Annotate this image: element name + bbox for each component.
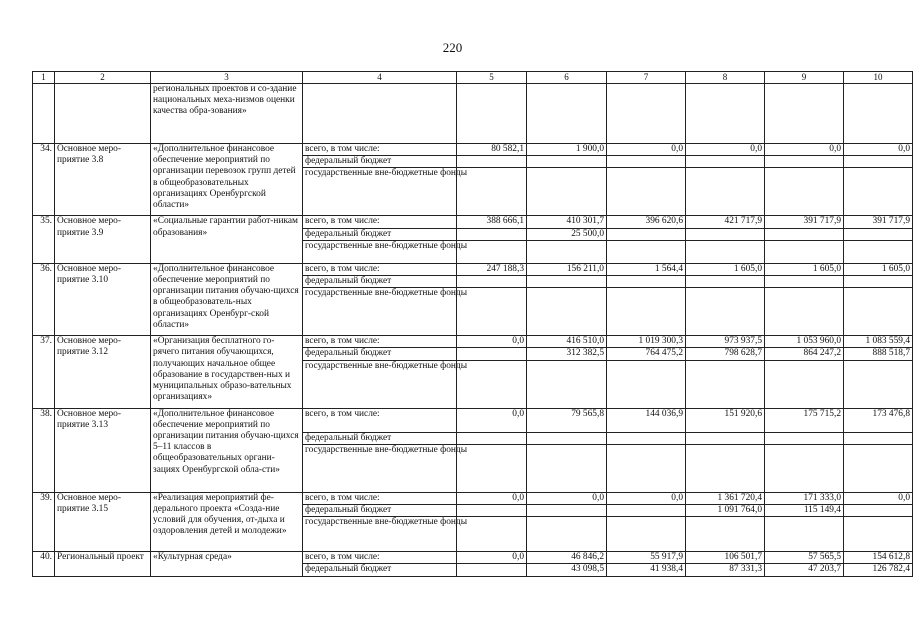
funding-source: федеральный бюджет [303,228,457,240]
funding-source: всего, в том числе: [303,216,457,228]
amount-cell [844,240,913,263]
activity-description: «Социальные гарантии работ-никам образования» [151,216,303,263]
activity-name: Основное меро-приятие 3.12 [55,336,151,408]
amount-cell [527,505,607,517]
amount-cell [765,517,844,552]
funding-source: государственные вне-бюджетные фонды [303,517,457,552]
amount-cell [457,444,527,492]
amount-cell [844,432,913,444]
page-number: 220 [442,40,463,55]
activity-description: региональных проектов и со-здание национальных меха-низмов оценки качества обра-зования» [151,84,303,144]
amount-cell [686,444,765,492]
funding-source: государственные вне-бюджетные фонды [303,240,457,263]
column-number: 10 [844,72,913,84]
amount-cell: 0,0 [527,492,607,504]
table-row [33,216,913,228]
funding-source: государственные вне-бюджетные фонды [303,288,457,336]
activity-name: Основное меро-приятие 3.9 [55,216,151,263]
amount-cell [607,240,686,263]
funding-source: всего, в том числе: [303,144,457,156]
amount-cell: 156 211,0 [527,263,607,275]
amount-cell: 47 203,7 [765,564,844,576]
amount-cell: 1 361 720,4 [686,492,765,504]
row-number: 38. [33,408,55,492]
table-body [33,72,913,577]
amount-cell: 106 501,7 [686,552,765,564]
activity-description: «Организация бесплатного го-рячего питания обучающихся, получающих начальное общее образование в государствен-ных и муниципальных образо-вательных организациях» [151,336,303,408]
activity-name: Основное меро-приятие 3.15 [55,492,151,551]
column-number: 9 [765,72,844,84]
activity-name: Основное меро-приятие 3.8 [55,144,151,216]
row-number: 40. [33,552,55,576]
amount-cell [765,240,844,263]
amount-cell [527,240,607,263]
table-row [33,144,913,156]
table-row [33,336,913,348]
amount-cell [765,168,844,216]
amount-cell [686,517,765,552]
funding-source: всего, в том числе: [303,408,457,432]
funding-source: федеральный бюджет [303,505,457,517]
amount-cell [607,432,686,444]
amount-cell [686,168,765,216]
column-number: 7 [607,72,686,84]
funding-source: государственные вне-бюджетные фонды [303,444,457,492]
column-number: 6 [527,72,607,84]
amount-cell: 416 510,0 [527,336,607,348]
amount-cell: 0,0 [765,144,844,156]
table-row [33,492,913,504]
amount-cell [765,288,844,336]
amount-cell [607,276,686,288]
amount-cell [457,505,527,517]
amount-cell: 312 382,5 [527,348,607,360]
amount-cell: 1 091 764,0 [686,505,765,517]
amount-cell [686,228,765,240]
amount-cell [765,432,844,444]
amount-cell: 1 605,0 [765,263,844,275]
amount-cell: 1 605,0 [686,263,765,275]
amount-cell: 173 476,8 [844,408,913,432]
amount-cell [607,360,686,408]
amount-cell: 0,0 [686,144,765,156]
amount-cell [765,228,844,240]
amount-cell [457,360,527,408]
table-row [33,408,913,432]
budget-table [32,71,913,577]
amount-cell [607,444,686,492]
amount-cell [527,444,607,492]
row-number: 35. [33,216,55,263]
amount-cell [457,168,527,216]
amount-cell [686,288,765,336]
amount-cell [844,168,913,216]
amount-cell: 87 331,3 [686,564,765,576]
amount-cell [607,228,686,240]
amount-cell [844,360,913,408]
amount-cell [686,432,765,444]
amount-cell: 247 188,3 [457,263,527,275]
column-number: 5 [457,72,527,84]
amount-cell [686,276,765,288]
amount-cell [527,517,607,552]
amount-cell [765,360,844,408]
funding-source: государственные вне-бюджетные фонды [303,360,457,408]
activity-name: Основное меро-приятие 3.13 [55,408,151,492]
amount-cell [527,168,607,216]
table-row [33,263,913,275]
amount-cell: 175 715,2 [765,408,844,432]
amount-cell: 1 053 960,0 [765,336,844,348]
amount-cell [457,432,527,444]
amount-cell: 388 666,1 [457,216,527,228]
funding-source: федеральный бюджет [303,432,457,444]
amount-cell: 973 937,5 [686,336,765,348]
amount-cell: 0,0 [607,144,686,156]
funding-source: всего, в том числе: [303,263,457,275]
amount-cell [844,156,913,168]
amount-cell: 0,0 [844,492,913,504]
amount-cell: 1 564,4 [607,263,686,275]
amount-cell: 154 612,8 [844,552,913,564]
amount-cell [527,432,607,444]
amount-cell: 171 333,0 [765,492,844,504]
activity-description: «Дополнительное финансовое обеспечение мероприятий по организации питания обучаю-щихся 5–11 классов в общеобразовательных органи-зациях Оренбургской обла-сти» [151,408,303,492]
amount-cell: 57 565,5 [765,552,844,564]
amount-cell: 25 500,0 [527,228,607,240]
funding-source: государственные вне-бюджетные фонды [303,168,457,216]
amount-cell: 864 247,2 [765,348,844,360]
amount-cell [686,156,765,168]
amount-cell: 1 019 300,3 [607,336,686,348]
amount-cell: 1 900,0 [527,144,607,156]
column-number: 4 [303,72,457,84]
amount-cell: 396 620,6 [607,216,686,228]
amount-cell: 43 098,5 [527,564,607,576]
amount-cell [686,360,765,408]
amount-cell: 46 846,2 [527,552,607,564]
amount-cell: 0,0 [457,336,527,348]
funding-source: всего, в том числе: [303,336,457,348]
amount-cell [844,288,913,336]
amount-cell: 0,0 [607,492,686,504]
row-number: 36. [33,263,55,335]
row-number: 39. [33,492,55,551]
amount-cell [765,444,844,492]
amount-cell: 0,0 [844,144,913,156]
amount-cell: 1 605,0 [844,263,913,275]
amount-cell [457,517,527,552]
funding-source: всего, в том числе: [303,492,457,504]
amount-cell: 0,0 [457,492,527,504]
amount-cell [844,276,913,288]
funding-source: федеральный бюджет [303,156,457,168]
amount-cell [844,444,913,492]
amount-cell [457,288,527,336]
amount-cell [844,517,913,552]
amount-cell: 55 917,9 [607,552,686,564]
amount-cell: 888 518,7 [844,348,913,360]
row-number: 34. [33,144,55,216]
amount-cell [844,505,913,517]
amount-cell [457,156,527,168]
amount-cell [607,288,686,336]
amount-cell: 0,0 [457,552,527,564]
column-number: 8 [686,72,765,84]
amount-cell: 144 036,9 [607,408,686,432]
amount-cell [607,168,686,216]
amount-cell: 391 717,9 [765,216,844,228]
amount-cell [607,505,686,517]
amount-cell: 1 083 559,4 [844,336,913,348]
activity-description: «Дополнительное финансовое обеспечение мероприятий по организации питания обучаю-щихся в общеобразователь-ных организациях Оренбург-ской области» [151,263,303,335]
table-row [33,552,913,564]
amount-cell [686,240,765,263]
amount-cell: 126 782,4 [844,564,913,576]
column-number: 2 [55,72,151,84]
amount-cell [457,348,527,360]
amount-cell [457,276,527,288]
column-number-row [33,72,913,84]
continuation-row [33,84,913,144]
activity-name: Основное меро-приятие 3.10 [55,263,151,335]
funding-source: федеральный бюджет [303,564,457,576]
amount-cell [457,228,527,240]
amount-cell [765,276,844,288]
funding-source: федеральный бюджет [303,276,457,288]
funding-source: всего, в том числе: [303,552,457,564]
amount-cell [457,240,527,263]
activity-description: «Культурная среда» [151,552,303,576]
amount-cell: 391 717,9 [844,216,913,228]
amount-cell: 115 149,4 [765,505,844,517]
funding-source: федеральный бюджет [303,348,457,360]
column-number: 1 [33,72,55,84]
amount-cell: 421 717,9 [686,216,765,228]
amount-cell [527,156,607,168]
amount-cell: 0,0 [457,408,527,432]
activity-name: Региональный проект [55,552,151,576]
amount-cell: 798 628,7 [686,348,765,360]
amount-cell [844,228,913,240]
activity-description: «Дополнительное финансовое обеспечение мероприятий по организации перевозок групп детей в общеобразовательных организациях Оренбургской области» [151,144,303,216]
amount-cell [457,564,527,576]
amount-cell: 764 475,2 [607,348,686,360]
amount-cell: 80 582,1 [457,144,527,156]
amount-cell: 41 938,4 [607,564,686,576]
column-number: 3 [151,72,303,84]
amount-cell [527,360,607,408]
amount-cell [765,156,844,168]
amount-cell: 79 565,8 [527,408,607,432]
amount-cell [527,288,607,336]
amount-cell: 410 301,7 [527,216,607,228]
amount-cell [607,156,686,168]
amount-cell [527,276,607,288]
amount-cell: 151 920,6 [686,408,765,432]
row-number: 37. [33,336,55,408]
activity-description: «Реализация мероприятий фе-дерального проекта «Созда-ние условий для обучения, от-дыха и оздоровления детей и молодежи» [151,492,303,551]
amount-cell [607,517,686,552]
